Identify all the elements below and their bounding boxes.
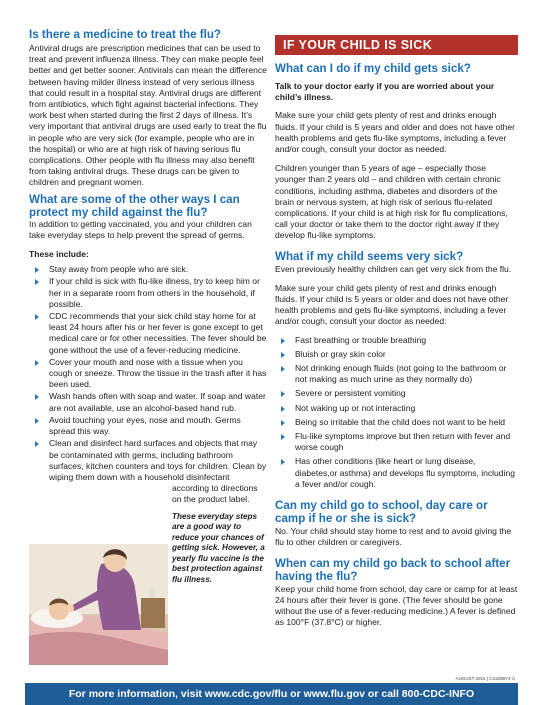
clean-text-continued: according to directions on the product label.: [172, 483, 258, 505]
include-label: These include:: [29, 249, 89, 260]
warning-sign-item: Not drinking enough fluids (not going to the bathroom or not making as much urine as they normally do): [275, 363, 518, 385]
warning-sign-item: Severe or persistent vomiting: [275, 388, 518, 399]
warning-sign-item: Bluish or gray skin color: [275, 349, 518, 360]
consult-doctor-paragraph: Make sure your child gets plenty of rest and drinks enough fluids. If your child is 5 years or older and does not have other health problems and gets flu-like symptoms, including a fever and/or cough, consult your doctor as needed:: [275, 282, 509, 327]
sick-child-illustration: [29, 544, 168, 665]
stay-home-text: No. Your child should stay home to rest and to avoid giving the flu to other children or caregivers.: [275, 526, 512, 548]
young-children-paragraph: Children younger than 5 years of age – especially those younger than 2 years old – and children with certain chronic conditions, including asthma, diabetes and disorders of the brain or nervous system, at high risk of serious flu-related complications. If your child is at high risk for flu complications, call your doctor or take them to the doctor right away if they develop flu-like symptoms.: [275, 163, 508, 241]
prevention-list: [29, 264, 267, 483]
sick-child-image: [29, 544, 168, 665]
rest-fluids-paragraph: Make sure your child gets plenty of rest and drinks enough fluids. If your child is 5 years and older and does not have other health problems and gets flu-like symptoms, including a fever and/or cough, consult your doctor as needed.: [275, 110, 515, 155]
prevention-item: Avoid touching your eyes, nose and mouth. Germs spread this way.: [29, 415, 267, 437]
publication-id: AUGUST 2015 | CS258974-A: [455, 676, 515, 681]
warning-sign-item: Flu-like symptoms improve but then return with fever and worse cough: [275, 431, 518, 453]
talk-to-doctor-text: Talk to your doctor early if you are worried about your child’s illness.: [275, 81, 495, 103]
medicine-paragraph: Antiviral drugs are prescription medicines that can be used to treat and prevent influenza illness. They can make people feel better and get better sooner. Antivirals can mean the difference between having milder illness instead of very serious illness that could result in a hospital stay. Antiviral drugs are different from antibiotics, which fight against bacterial infections. They work best when started during the first 2 days of illness. It’s very important that antiviral drugs are used early to treat the flu in people who are very sick (for example, people who are in the hospital) or who are at high risk of having serious flu complications. Other people with flu illness may also benefit from taking antiviral drugs. These drugs can be given to children and pregnant women.: [29, 43, 267, 188]
caption-block: [172, 483, 267, 585]
prevention-item: If your child is sick with flu-like illness, try to keep him or her in a separate room from others in the household, if possible.: [29, 276, 267, 310]
prevention-item-clean: [29, 438, 267, 483]
school-daycare-heading: Can my child go to school, day care or camp if he or she is sick?: [275, 499, 488, 526]
info-footer: For more information, visit www.cdc.gov/flu or www.flu.gov or call 800-CDC-INFO: [25, 683, 518, 705]
warning-sign-item: Being so irritable that the child does not want to be held: [275, 417, 518, 428]
sick-child-banner: IF YOUR CHILD IS SICK: [275, 35, 518, 55]
right-column: [275, 0, 518, 628]
protect-paragraph: In addition to getting vaccinated, you and your children can take everyday steps to help prevent the spread of germs.: [29, 218, 252, 240]
warning-sign-item: Not waking up or not interacting: [275, 403, 518, 414]
prevention-item: Stay away from people who are sick.: [29, 264, 267, 275]
clean-text: Clean and disinfect hard surfaces and objects that may be contaminated with germs, including bathroom surfaces, kitchen counters and toys for children. Clean by wiping them down with a household disinfectant: [49, 438, 267, 482]
previously-healthy-text: Even previously healthy children can get very sick from the flu.: [275, 263, 512, 274]
protect-heading: What are some of the other ways I can protect my child against the flu?: [29, 192, 240, 219]
prevention-item: Wash hands often with soap and water. If soap and water are not available, use an alcohol-based hand rub.: [29, 391, 267, 413]
prevention-item: Cover your mouth and nose with a tissue when you cough or sneeze. Throw the tissue in the trash after it has been used.: [29, 357, 267, 391]
warning-signs-list: [275, 335, 518, 490]
return-criteria-text: Keep your child home from school, day care or camp for at least 24 hours after their fever is gone. (The fever should be gone without the use of a fever-reducing medicine.) A fever is defined as 100°F (37.8°C) or higher.: [275, 583, 518, 628]
prevention-caption: These everyday steps are a good way to reduce your chances of getting sick. However, a yearly flu vaccine is the best protection against flu illness.: [172, 511, 265, 584]
what-can-i-do-heading: What can I do if my child gets sick?: [275, 62, 471, 75]
very-sick-heading: What if my child seems very sick?: [275, 249, 464, 263]
warning-sign-item: Fast breathing or trouble breathing: [275, 335, 518, 346]
medicine-heading: Is there a medicine to treat the flu?: [29, 28, 221, 41]
back-to-school-heading: When can my child go back to school after having the flu?: [275, 556, 511, 583]
left-column: [29, 0, 267, 585]
warning-sign-item: Has other conditions (like heart or lung disease, diabetes,or asthma) and develops flu symptoms, including a fever and/or cough.: [275, 456, 518, 490]
prevention-item: CDC recommends that your sick child stay home for at least 24 hours after his or her fever is gone except to get medical care or for other necessities. The fever should be gone without the use of a fever-reducing medicine.: [29, 311, 267, 356]
